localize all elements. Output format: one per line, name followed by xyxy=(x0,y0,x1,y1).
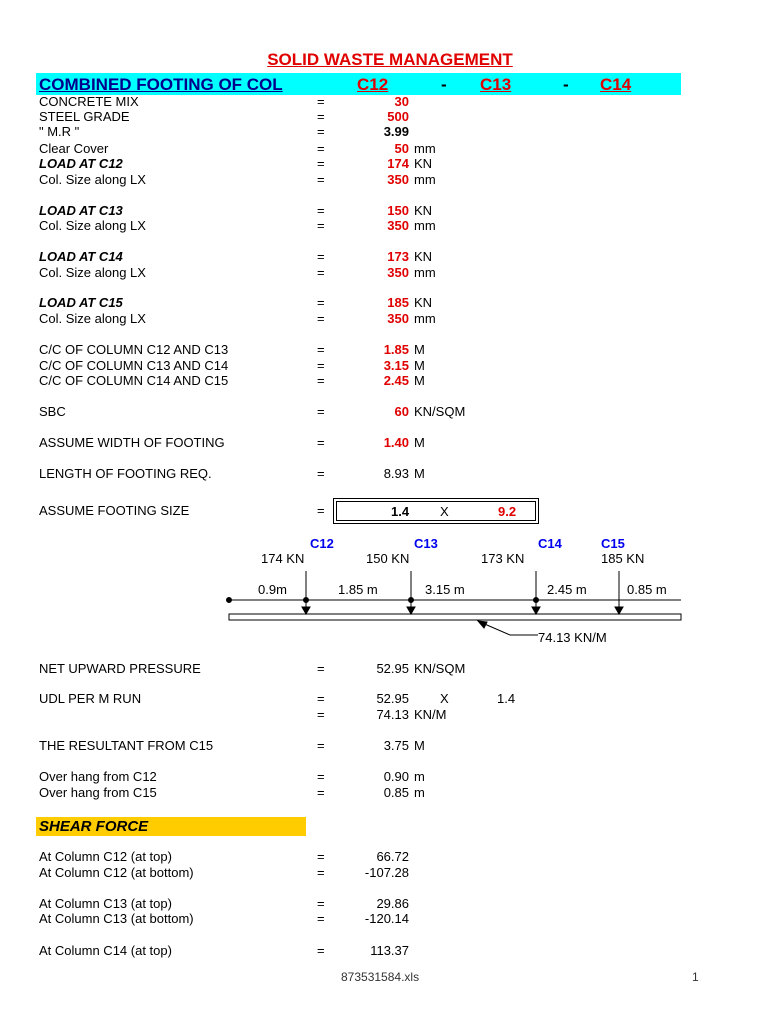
row-label: Col. Size along LX xyxy=(39,265,146,280)
row-unit: KN/SQM xyxy=(414,661,466,676)
shear-label: At Column C13 (at bottom) xyxy=(39,911,194,926)
row-unit: M xyxy=(414,373,425,388)
diagram-span: 2.45 m xyxy=(547,582,587,597)
shear-value: -120.14 xyxy=(364,911,409,926)
shear-value: 66.72 xyxy=(376,849,409,864)
row-value: 350 xyxy=(387,265,409,280)
row-unit: M xyxy=(414,342,425,357)
udl-arrowhead xyxy=(478,621,487,628)
equals-sign: = xyxy=(317,896,325,911)
footing-width: 1.4 xyxy=(391,504,410,519)
diagram-load: 150 KN xyxy=(366,551,410,566)
equals-sign: = xyxy=(317,503,325,518)
row-value: 74.13 xyxy=(376,707,409,722)
equals-sign: = xyxy=(317,865,325,880)
equals-sign: = xyxy=(317,466,325,481)
arrowhead xyxy=(407,607,415,614)
arrowhead xyxy=(615,607,623,614)
row-unit: M xyxy=(414,738,425,753)
row-label: ASSUME WIDTH OF FOOTING xyxy=(39,435,225,450)
diagram-column-label: C12 xyxy=(310,536,334,551)
row-label: Col. Size along LX xyxy=(39,172,146,187)
row-value: 150 xyxy=(387,203,409,218)
row-value: 174 xyxy=(387,156,409,171)
beam-end-dot xyxy=(227,598,232,603)
equals-sign: = xyxy=(317,156,325,171)
row-label: Over hang from C15 xyxy=(39,785,157,800)
row-label: " M.R " xyxy=(39,124,80,139)
footing-length: 9.2 xyxy=(498,504,517,519)
header-dash-2: - xyxy=(563,75,569,94)
row-unit: KN/M xyxy=(414,707,447,722)
equals-sign: = xyxy=(317,203,325,218)
row-unit: KN xyxy=(414,295,433,310)
shear-force-heading xyxy=(36,817,306,836)
diagram-span: 3.15 m xyxy=(425,582,465,597)
equals-sign: = xyxy=(317,358,325,373)
row-value: 60 xyxy=(394,404,409,419)
row-value: 173 xyxy=(387,249,409,264)
row-value: 3.75 xyxy=(383,738,409,753)
page-title: SOLID WASTE MANAGEMENT xyxy=(267,50,513,69)
row-label: THE RESULTANT FROM C15 xyxy=(39,738,214,753)
row-value: 30 xyxy=(394,94,409,109)
footer-page-number: 1 xyxy=(692,970,699,984)
row-label: LOAD AT C13 xyxy=(39,203,123,218)
row-label: NET UPWARD PRESSURE xyxy=(39,661,201,676)
row-unit: M xyxy=(414,358,425,373)
diagram-span: 0.85 m xyxy=(627,582,667,597)
shear-value: -107.28 xyxy=(364,865,409,880)
diagram-udl-label: 74.13 KN/M xyxy=(538,630,607,645)
footing-x: X xyxy=(440,504,449,519)
shear-label: At Column C12 (at top) xyxy=(39,849,172,864)
shear-label: At Column C14 (at top) xyxy=(39,943,172,958)
equals-sign: = xyxy=(317,373,325,388)
row-label: C/C OF COLUMN C14 AND C15 xyxy=(39,373,229,388)
row-label: Clear Cover xyxy=(39,141,109,156)
row-unit: KN xyxy=(414,249,433,264)
equals-sign: = xyxy=(317,311,325,326)
diagram-column-label: C15 xyxy=(601,536,625,551)
shear-force-title: SHEAR FORCE xyxy=(39,818,149,835)
row-value: 50 xyxy=(394,141,409,156)
shear-value: 29.86 xyxy=(376,896,409,911)
row-unit: M xyxy=(414,435,425,450)
row-unit: m xyxy=(414,785,425,800)
row-label: STEEL GRADE xyxy=(39,109,130,124)
arrowhead xyxy=(532,607,540,614)
udl-leader xyxy=(480,622,538,635)
shear-label: At Column C13 (at top) xyxy=(39,896,172,911)
row-value: 52.95 xyxy=(376,661,409,676)
header-col-c12: C12 xyxy=(357,75,389,94)
row-value: 350 xyxy=(387,311,409,326)
row-extra: 1.4 xyxy=(497,691,516,706)
row-unit: KN/SQM xyxy=(414,404,466,419)
equals-sign: = xyxy=(317,849,325,864)
row-label: C/C OF COLUMN C12 AND C13 xyxy=(39,342,229,357)
row-unit: KN xyxy=(414,203,433,218)
row-label: UDL PER M RUN xyxy=(39,691,142,706)
equals-sign: = xyxy=(317,94,325,109)
row-value: 3.99 xyxy=(383,124,409,139)
row-unit: mm xyxy=(414,172,436,187)
row-unit: m xyxy=(414,769,425,784)
row-value: 350 xyxy=(387,172,409,187)
equals-sign: = xyxy=(317,943,325,958)
row-value: 3.15 xyxy=(383,358,409,373)
footer-filename: 873531584.xls xyxy=(341,970,420,984)
row-value: 2.45 xyxy=(383,373,409,388)
diagram-load: 185 KN xyxy=(601,551,645,566)
diagram-span: 1.85 m xyxy=(338,582,378,597)
row-value: 1.85 xyxy=(383,342,409,357)
row-unit: M xyxy=(414,466,425,481)
equals-sign: = xyxy=(317,124,325,139)
diagram-column-label: C14 xyxy=(538,536,562,551)
footing-strip xyxy=(229,614,681,620)
row-label: LOAD AT C14 xyxy=(39,249,123,264)
diagram-span: 0.9m xyxy=(258,582,287,597)
row-label: LOAD AT C15 xyxy=(39,295,123,310)
row-unit: mm xyxy=(414,311,436,326)
equals-sign: = xyxy=(317,785,325,800)
row-unit: mm xyxy=(414,265,436,280)
row-label: Over hang from C12 xyxy=(39,769,157,784)
equals-sign: = xyxy=(317,218,325,233)
diagram-column-label: C13 xyxy=(414,536,438,551)
header-label: COMBINED FOOTING OF COL xyxy=(39,75,283,94)
row-value: 0.85 xyxy=(383,785,409,800)
equals-sign: = xyxy=(317,691,325,706)
equals-sign: = xyxy=(317,265,325,280)
shear-label: At Column C12 (at bottom) xyxy=(39,865,194,880)
equals-sign: = xyxy=(317,342,325,357)
row-unit: mm xyxy=(414,218,436,233)
row-label: Col. Size along LX xyxy=(39,218,146,233)
header-dash-1: - xyxy=(441,75,447,94)
row-unit: KN xyxy=(414,156,433,171)
header-col-c13: C13 xyxy=(480,75,512,94)
equals-sign: = xyxy=(317,435,325,450)
diagram-load: 174 KN xyxy=(261,551,305,566)
diagram-load: 173 KN xyxy=(481,551,525,566)
equals-sign: = xyxy=(317,172,325,187)
row-label: LOAD AT C12 xyxy=(39,156,123,171)
footing-size-label: ASSUME FOOTING SIZE xyxy=(39,503,190,518)
equals-sign: = xyxy=(317,707,325,722)
equals-sign: = xyxy=(317,109,325,124)
equals-sign: = xyxy=(317,404,325,419)
row-label: C/C OF COLUMN C13 AND C14 xyxy=(39,358,229,373)
equals-sign: = xyxy=(317,911,325,926)
shear-value: 113.37 xyxy=(370,943,409,958)
row-value: 185 xyxy=(387,295,409,310)
header-col-c14: C14 xyxy=(600,75,632,94)
row-value: 0.90 xyxy=(383,769,409,784)
equals-sign: = xyxy=(317,738,325,753)
arrowhead xyxy=(302,607,310,614)
row-label: CONCRETE MIX xyxy=(39,94,139,109)
equals-sign: = xyxy=(317,295,325,310)
row-value: 1.40 xyxy=(383,435,409,450)
row-label: Col. Size along LX xyxy=(39,311,146,326)
equals-sign: = xyxy=(317,141,325,156)
equals-sign: = xyxy=(317,249,325,264)
equals-sign: = xyxy=(317,661,325,676)
row-value: 500 xyxy=(387,109,409,124)
equals-sign: = xyxy=(317,769,325,784)
row-unit: mm xyxy=(414,141,436,156)
row-value: 350 xyxy=(387,218,409,233)
row-label: SBC xyxy=(39,404,66,419)
row-operator: X xyxy=(440,691,449,706)
row-value: 52.95 xyxy=(376,691,409,706)
row-label: LENGTH OF FOOTING REQ. xyxy=(39,466,212,481)
row-value: 8.93 xyxy=(383,466,409,481)
